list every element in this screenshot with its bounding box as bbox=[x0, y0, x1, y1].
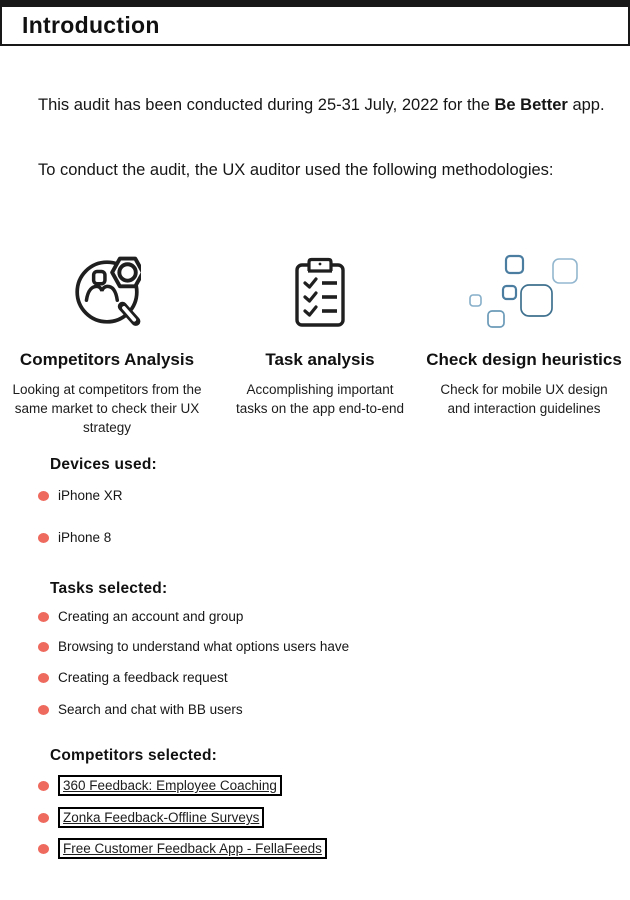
intro-text-before: This audit has been conducted during 25-31 July, 2022 for the bbox=[38, 96, 495, 114]
app-name: Be Better bbox=[494, 96, 568, 114]
methodology-title: Check design heuristics bbox=[426, 350, 622, 369]
competitor-link-fellafeeds[interactable]: Free Customer Feedback App - FellaFeeds bbox=[58, 838, 327, 859]
scattered-squares-icon bbox=[424, 250, 624, 334]
header-divider bbox=[0, 44, 630, 46]
header-left-border bbox=[0, 0, 2, 46]
competitor-item bbox=[38, 775, 282, 796]
methodology-competitors-analysis bbox=[8, 250, 206, 437]
competitor-search-icon bbox=[8, 250, 206, 334]
task-label: Search and chat with BB users bbox=[58, 702, 243, 717]
methodology-description: Accomplishing important tasks on the app end-to-end bbox=[235, 382, 405, 416]
task-item bbox=[38, 609, 243, 624]
bullet-icon bbox=[38, 813, 49, 823]
device-label: iPhone XR bbox=[58, 488, 123, 503]
page-top-bar bbox=[0, 0, 630, 7]
methodology-design-heuristics bbox=[424, 250, 624, 418]
task-label: Creating an account and group bbox=[58, 609, 244, 624]
device-label: iPhone 8 bbox=[58, 530, 112, 545]
bullet-icon bbox=[38, 533, 49, 543]
competitor-link-zonka-feedback[interactable]: Zonka Feedback-Offline Surveys bbox=[58, 807, 264, 828]
devices-used-heading: Devices used: bbox=[50, 456, 157, 473]
competitor-item bbox=[38, 807, 264, 828]
competitor-link-360-feedback[interactable]: 360 Feedback: Employee Coaching bbox=[58, 775, 282, 796]
device-item bbox=[38, 530, 111, 545]
bullet-icon bbox=[38, 642, 49, 652]
bullet-icon bbox=[38, 612, 49, 622]
intro-text-after: app. bbox=[567, 96, 605, 114]
bullet-icon bbox=[38, 844, 49, 854]
device-item bbox=[38, 488, 123, 503]
competitor-item bbox=[38, 838, 327, 859]
task-item bbox=[38, 639, 349, 654]
task-item bbox=[38, 670, 228, 685]
tasks-selected-heading: Tasks selected: bbox=[50, 580, 168, 597]
page-title: Introduction bbox=[22, 12, 160, 38]
methodology-description: Looking at competitors from the same market to check their UX strategy bbox=[12, 382, 202, 435]
methodology-title: Task analysis bbox=[265, 350, 375, 369]
bullet-icon bbox=[38, 673, 49, 683]
task-label: Creating a feedback request bbox=[58, 670, 228, 685]
task-label: Browsing to understand what options users have bbox=[58, 639, 350, 654]
competitors-selected-heading: Competitors selected: bbox=[50, 747, 217, 764]
task-item bbox=[38, 702, 243, 717]
methodology-task-analysis bbox=[226, 250, 414, 418]
bullet-icon bbox=[38, 781, 49, 791]
clipboard-checklist-icon bbox=[226, 250, 414, 334]
methodology-description: Check for mobile UX design and interaction guidelines bbox=[440, 382, 608, 416]
methodologies-intro-paragraph: To conduct the audit, the UX auditor used the following methodologies: bbox=[38, 161, 554, 179]
methodology-title: Competitors Analysis bbox=[19, 350, 195, 369]
bullet-icon bbox=[38, 705, 49, 715]
bullet-icon bbox=[38, 491, 49, 501]
intro-paragraph bbox=[38, 92, 618, 119]
